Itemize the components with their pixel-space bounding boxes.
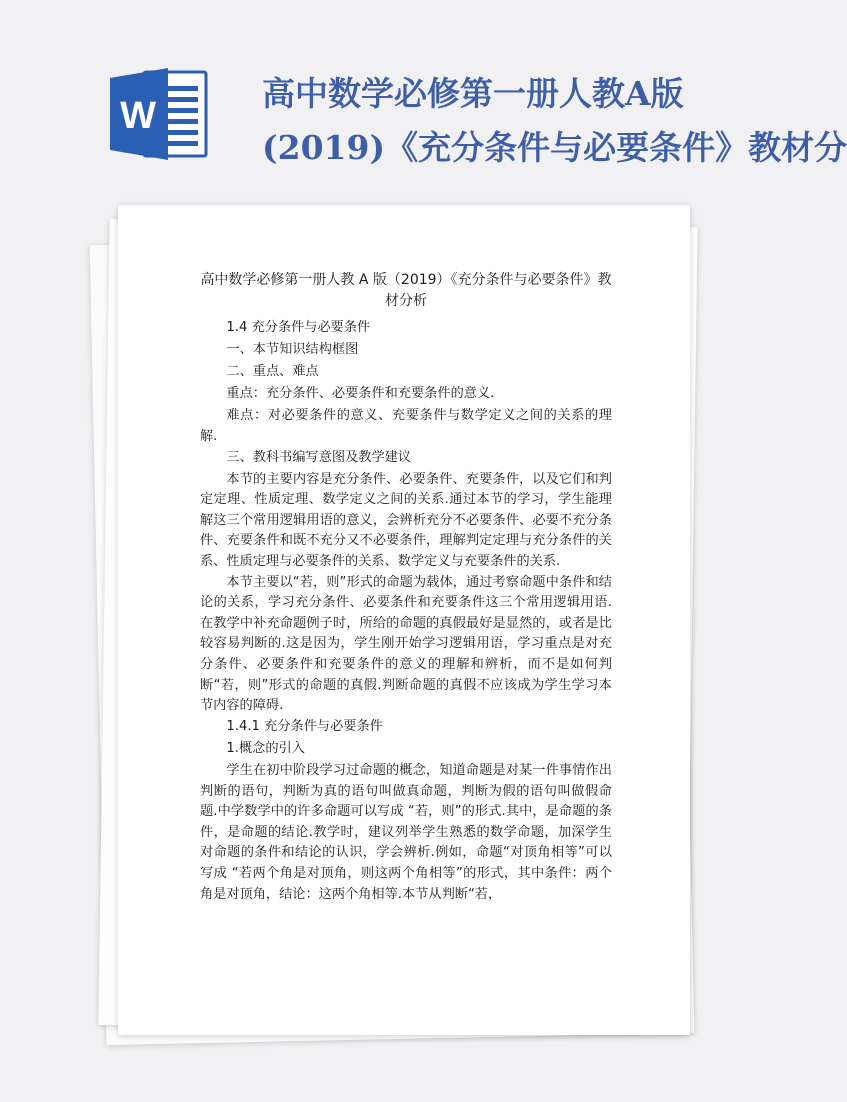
section-heading: 1.概念的引入	[226, 740, 305, 756]
page-header	[0, 0, 847, 200]
word-document-icon	[110, 66, 208, 162]
section-heading: 1.4 充分条件与必要条件	[226, 320, 371, 335]
paragraph: 本节的主要内容是充分条件、必要条件、充要条件，以及它们和判定定理、性质定理、数学定义之间的关系.通过本节的学习，学生能理解这三个常用逻辑用语的意义，会辨析充分不必要条件、必要不充分条件、充要条件和既不充分又不必要条件，理解判定定理与充分条件的关系、性质定理与必要条件的关系、数学定义与充要条件的关系.	[200, 471, 612, 570]
section-heading: 二、重点、难点	[226, 364, 319, 380]
section-heading: 一、本节知识结构框图	[226, 342, 359, 358]
page-title-line-1: 高中数学必修第一册人教A版	[262, 74, 684, 113]
document-body	[200, 270, 612, 905]
document-lines	[200, 318, 612, 905]
paragraph: 本节主要以“若，则”形式的命题为载体，通过考察命题中条件和结论的关系，学习充分条件、必要条件和充要条件这三个常用逻辑用语.在教学中补充命题例子时，所给的命题的真假最好是显然的，或者是比较容易判断的.这是因为，学生刚开始学习逻辑用语，学习重点是对充分条件、必要条件和充要条件的意义的理解和辨析，而不是如何判断“若，则”形式的命题的真假.判断命题的真假不应该成为学生学习本节内容的障碍.	[200, 574, 612, 714]
document-title: 高中数学必修第一册人教 A 版（2019）《充分条件与必要条件》教材分析	[200, 272, 612, 309]
paragraph: 难点：对必要条件的意义、充要条件与数学定义之间的关系的理解.	[200, 408, 612, 444]
section-heading: 1.4.1 充分条件与必要条件	[226, 718, 383, 734]
section-heading: 三、教科书编写意图及教学建议	[226, 449, 412, 465]
section-heading: 重点：充分条件、必要条件和充要条件的意义.	[226, 386, 495, 402]
word-icon-letter: W	[120, 95, 156, 137]
page-title-line-2: (2019)《充分条件与必要条件》教材分	[262, 128, 847, 167]
paragraph: 学生在初中阶段学习过命题的概念，知道命题是对某一件事情作出判断的语句，判断为真的语句叫做真命题，判断为假的语句叫做假命题.中学数学中的许多命题可以写成 “若，则”的形式.其中，是命题的条件，是命题的结论.教学时，建议列举学生熟悉的数学命题，加深学生对命题的条件和结论的认识，学会辨析.例如，命题“对顶角相等”可以写成 “若两个角是对顶角，则这两个角相等”的形式，其中条件：两个角是对顶角，结论：这两个角相等.本节从判断“若，	[200, 762, 612, 902]
